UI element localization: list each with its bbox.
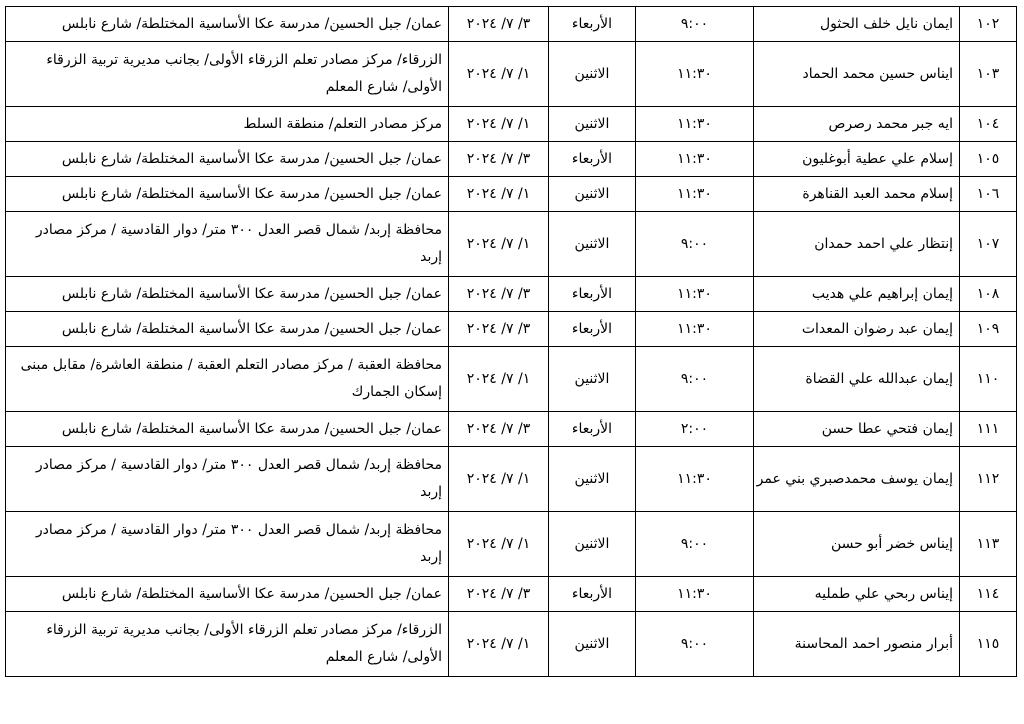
exam-location-text: عمان/ جبل الحسين/ مدرسة عكا الأساسية المختلطة/ شارع نابلس	[61, 285, 442, 302]
exam-location-text: عمان/ جبل الحسين/ مدرسة عكا الأساسية المختلطة/ شارع نابلس	[61, 185, 442, 202]
table-row	[6, 512, 1017, 577]
exam-time: ١١:٣٠	[636, 107, 754, 142]
applicant-name: ايمان نايل خلف الحثول	[754, 7, 960, 42]
row-number: ١٠٧	[960, 212, 1017, 277]
exam-location-text: محافظة إربد/ شمال قصر العدل ٣٠٠ متر/ دوار القادسية / مركز مصادر إربد	[35, 222, 442, 265]
applicant-name: إيمان إبراهيم علي هديب	[754, 277, 960, 312]
exam-time: ٩:٠٠	[636, 512, 754, 577]
exam-location	[6, 42, 449, 107]
table-row	[6, 142, 1017, 177]
table-row	[6, 312, 1017, 347]
exam-location-text: محافظة العقبة / مركز مصادر التعلم العقبة / منطقة العاشرة/ مقابل مبنى إسكان الجمارك	[20, 357, 442, 400]
exam-location-text: مركز مصادر التعلم/ منطقة السلط	[243, 115, 442, 132]
exam-time: ١١:٣٠	[636, 277, 754, 312]
exam-date: ١/ ٧/ ٢٠٢٤	[449, 512, 549, 577]
table-row	[6, 107, 1017, 142]
exam-day: الأربعاء	[549, 7, 636, 42]
table-row	[6, 612, 1017, 677]
exam-location-text: عمان/ جبل الحسين/ مدرسة عكا الأساسية المختلطة/ شارع نابلس	[61, 150, 442, 167]
exam-location-text: عمان/ جبل الحسين/ مدرسة عكا الأساسية المختلطة/ شارع نابلس	[61, 15, 442, 32]
exam-time: ٩:٠٠	[636, 212, 754, 277]
exam-day: الاثنين	[549, 177, 636, 212]
exam-day: الأربعاء	[549, 142, 636, 177]
exam-time: ٩:٠٠	[636, 7, 754, 42]
applicant-name: إسلام علي عطية أبوغليون	[754, 142, 960, 177]
exam-time: ١١:٣٠	[636, 577, 754, 612]
row-number: ١٠٥	[960, 142, 1017, 177]
exam-day: الأربعاء	[549, 412, 636, 447]
exam-location-text: محافظة إربد/ شمال قصر العدل ٣٠٠ متر/ دوار القادسية / مركز مصادر إربد	[35, 457, 442, 500]
applicant-name: إيمان عبدالله علي القضاة	[754, 347, 960, 412]
exam-location	[6, 177, 449, 212]
exam-time: ١١:٣٠	[636, 142, 754, 177]
exam-day: الاثنين	[549, 42, 636, 107]
exam-location-text: عمان/ جبل الحسين/ مدرسة عكا الأساسية المختلطة/ شارع نابلس	[61, 320, 442, 337]
exam-time: ٢:٠٠	[636, 412, 754, 447]
exam-time: ١١:٣٠	[636, 312, 754, 347]
exam-location	[6, 512, 449, 577]
exam-time: ٩:٠٠	[636, 612, 754, 677]
exam-location	[6, 212, 449, 277]
exam-date: ٣/ ٧/ ٢٠٢٤	[449, 142, 549, 177]
applicant-name: إيمان فتحي عطا حسن	[754, 412, 960, 447]
row-number: ١٠٨	[960, 277, 1017, 312]
exam-date: ٣/ ٧/ ٢٠٢٤	[449, 412, 549, 447]
exam-location	[6, 142, 449, 177]
table-row	[6, 42, 1017, 107]
exam-date: ١/ ٧/ ٢٠٢٤	[449, 612, 549, 677]
exam-day: الاثنين	[549, 447, 636, 512]
exam-location	[6, 347, 449, 412]
exam-day: الاثنين	[549, 512, 636, 577]
row-number: ١٠٣	[960, 42, 1017, 107]
exam-time: ١١:٣٠	[636, 42, 754, 107]
schedule-table	[5, 6, 1017, 677]
exam-day: الأربعاء	[549, 577, 636, 612]
exam-time: ١١:٣٠	[636, 177, 754, 212]
exam-location	[6, 447, 449, 512]
exam-location-text: الزرقاء/ مركز مصادر تعلم الزرقاء الأولى/ بجانب مديرية تربية الزرقاء الأولى/ شارع المعلم	[46, 52, 442, 95]
applicant-name: إيناس خضر أبو حسن	[754, 512, 960, 577]
exam-time: ١١:٣٠	[636, 447, 754, 512]
applicant-name: ايه جبر محمد رصرص	[754, 107, 960, 142]
table-row	[6, 277, 1017, 312]
exam-date: ٣/ ٧/ ٢٠٢٤	[449, 312, 549, 347]
table-row	[6, 447, 1017, 512]
exam-day: الأربعاء	[549, 277, 636, 312]
exam-location	[6, 312, 449, 347]
applicant-name: إنتظار علي احمد حمدان	[754, 212, 960, 277]
row-number: ١٠٦	[960, 177, 1017, 212]
applicant-name: إيمان عبد رضوان المعدات	[754, 312, 960, 347]
exam-location	[6, 7, 449, 42]
applicant-name: إيمان يوسف محمدصبري بني عمر	[754, 447, 960, 512]
exam-location-text: عمان/ جبل الحسين/ مدرسة عكا الأساسية المختلطة/ شارع نابلس	[61, 420, 442, 437]
exam-date: ١/ ٧/ ٢٠٢٤	[449, 447, 549, 512]
exam-date: ١/ ٧/ ٢٠٢٤	[449, 347, 549, 412]
exam-date: ٣/ ٧/ ٢٠٢٤	[449, 577, 549, 612]
exam-location-text: محافظة إربد/ شمال قصر العدل ٣٠٠ متر/ دوار القادسية / مركز مصادر إربد	[35, 522, 442, 565]
applicant-name: إيناس ربحي علي طمليه	[754, 577, 960, 612]
exam-location-text: عمان/ جبل الحسين/ مدرسة عكا الأساسية المختلطة/ شارع نابلس	[61, 585, 442, 602]
table-row	[6, 347, 1017, 412]
row-number: ١١٤	[960, 577, 1017, 612]
exam-time: ٩:٠٠	[636, 347, 754, 412]
applicant-name: ايناس حسين محمد الحماد	[754, 42, 960, 107]
row-number: ١٠٤	[960, 107, 1017, 142]
exam-location	[6, 577, 449, 612]
exam-date: ٣/ ٧/ ٢٠٢٤	[449, 277, 549, 312]
exam-day: الاثنين	[549, 212, 636, 277]
exam-date: ١/ ٧/ ٢٠٢٤	[449, 177, 549, 212]
exam-location	[6, 107, 449, 142]
row-number: ١١٢	[960, 447, 1017, 512]
exam-location	[6, 412, 449, 447]
row-number: ١١٠	[960, 347, 1017, 412]
table-row	[6, 7, 1017, 42]
row-number: ١١٣	[960, 512, 1017, 577]
exam-date: ١/ ٧/ ٢٠٢٤	[449, 107, 549, 142]
applicant-name: أبرار منصور احمد المحاسنة	[754, 612, 960, 677]
applicant-name: إسلام محمد العبد القناهرة	[754, 177, 960, 212]
exam-day: الاثنين	[549, 107, 636, 142]
table-row	[6, 577, 1017, 612]
row-number: ١٠٢	[960, 7, 1017, 42]
table-row	[6, 412, 1017, 447]
table-row	[6, 177, 1017, 212]
exam-location	[6, 277, 449, 312]
exam-date: ١/ ٧/ ٢٠٢٤	[449, 212, 549, 277]
exam-day: الأربعاء	[549, 312, 636, 347]
exam-day: الاثنين	[549, 612, 636, 677]
row-number: ١٠٩	[960, 312, 1017, 347]
exam-day: الاثنين	[549, 347, 636, 412]
exam-date: ١/ ٧/ ٢٠٢٤	[449, 42, 549, 107]
row-number: ١١١	[960, 412, 1017, 447]
exam-location-text: الزرقاء/ مركز مصادر تعلم الزرقاء الأولى/ بجانب مديرية تربية الزرقاء الأولى/ شارع المعلم	[46, 622, 442, 665]
table-row	[6, 212, 1017, 277]
row-number: ١١٥	[960, 612, 1017, 677]
exam-date: ٣/ ٧/ ٢٠٢٤	[449, 7, 549, 42]
exam-location	[6, 612, 449, 677]
